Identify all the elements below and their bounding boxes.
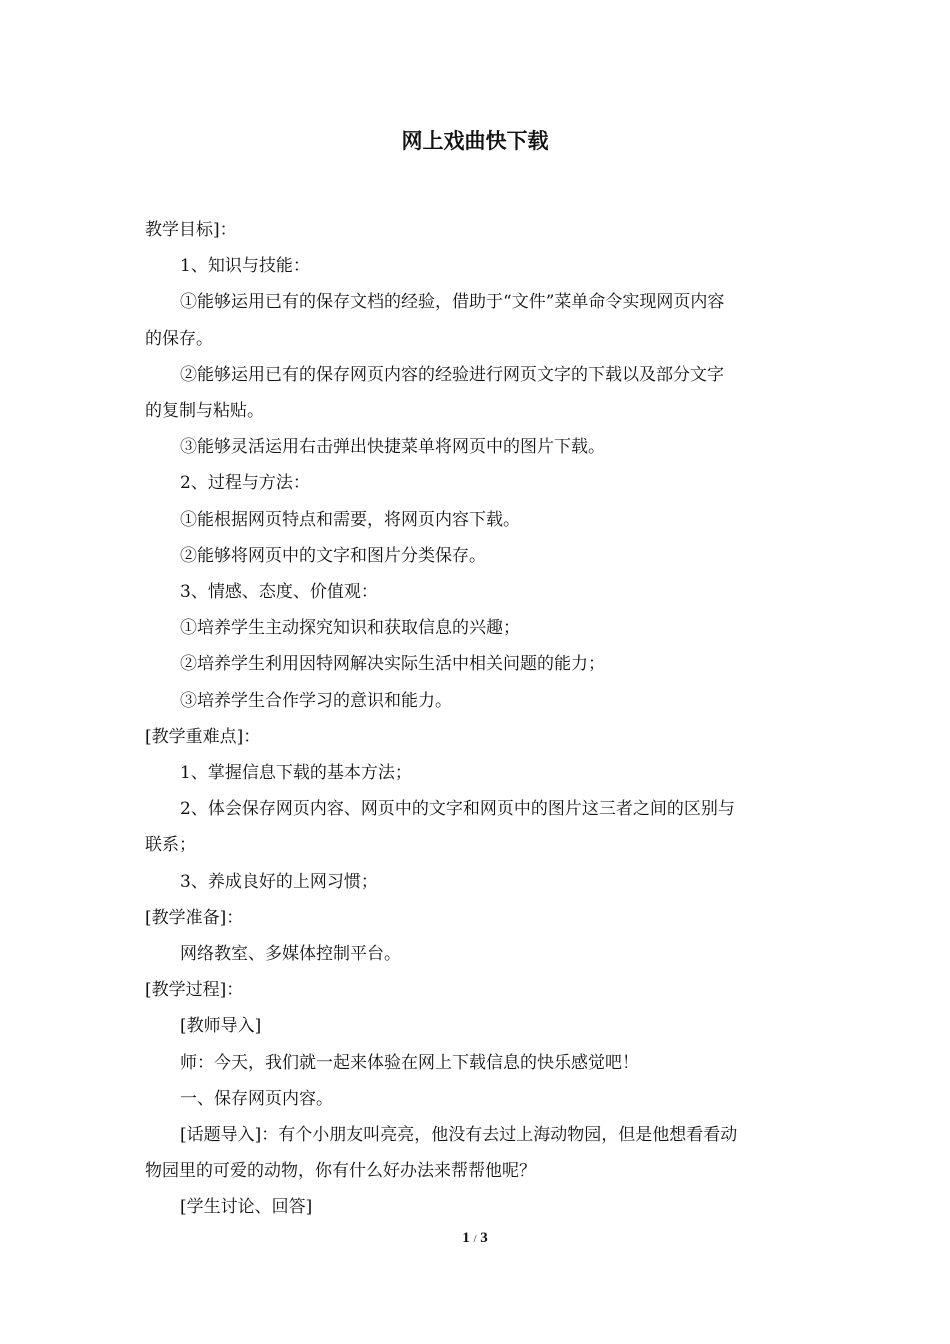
paragraph-line: 2、过程与方法： bbox=[180, 473, 310, 494]
paragraph-line: 网络教室、多媒体控制平台。 bbox=[180, 944, 401, 964]
document-title: 网上戏曲快下载 bbox=[401, 129, 549, 153]
paragraph-line: 1、知识与技能： bbox=[180, 256, 310, 277]
paragraph-line: 一、保存网页内容。 bbox=[180, 1088, 333, 1109]
paragraph-line: 物园里的可爱的动物，你有什么好办法来帮帮他呢？ bbox=[145, 1161, 536, 1182]
page-number bbox=[0, 1226, 950, 1251]
paragraph-line: ①能够运用已有的保存文档的经验，借助于“文件”菜单命令实现网页内容 bbox=[180, 292, 725, 313]
paragraph-line: ②培养学生利用因特网解决实际生活中相关问题的能力； bbox=[180, 654, 605, 675]
paragraph-line: ①培养学生主动探究知识和获取信息的兴趣； bbox=[180, 618, 520, 639]
paragraph-line: [话题导入]：有个小朋友叫亮亮，他没有去过上海动物园，但是他想看看动 bbox=[180, 1125, 738, 1145]
paragraph-line: 2、体会保存网页内容、网页中的文字和网页中的图片这三者之间的区别与 bbox=[180, 799, 735, 820]
paragraph-line: 1、掌握信息下载的基本方法； bbox=[180, 763, 412, 783]
page-total: 3 bbox=[480, 1230, 488, 1246]
page-current: 1 bbox=[462, 1230, 470, 1246]
paragraph-line: ③能够灵活运用右击弹出快捷菜单将网页中的图片下载。 bbox=[180, 437, 605, 458]
paragraph-line: ②能够运用已有的保存网页内容的经验进行网页文字的下载以及部分文字 bbox=[180, 364, 724, 385]
paragraph-line: 教学目标]： bbox=[145, 220, 237, 240]
paragraph-line: [教师导入] bbox=[180, 1016, 262, 1037]
paragraph-line: [教学准备]： bbox=[145, 907, 244, 928]
paragraph-line: 3、养成良好的上网习惯； bbox=[180, 871, 378, 892]
page-separator: / bbox=[473, 1233, 477, 1245]
paragraph-line: ③培养学生合作学习的意识和能力。 bbox=[180, 690, 452, 711]
paragraph-line: 的保存。 bbox=[145, 328, 213, 349]
paragraph-line: 联系； bbox=[145, 835, 196, 856]
paragraph-line: [教学重难点]： bbox=[145, 726, 261, 747]
paragraph-line: ②能够将网页中的文字和图片分类保存。 bbox=[180, 545, 486, 566]
paragraph-line: 师：今天，我们就一起来体验在网上下载信息的快乐感觉吧！ bbox=[180, 1052, 639, 1073]
paragraph-line: [学生讨论、回答] bbox=[180, 1197, 313, 1218]
paragraph-line: ①能根据网页特点和需要，将网页内容下载。 bbox=[180, 509, 520, 530]
paragraph-line: 的复制与粘贴。 bbox=[145, 401, 264, 421]
paragraph-line: [教学过程]： bbox=[145, 980, 244, 1001]
paragraph-line: 3、情感、态度、价值观： bbox=[180, 582, 378, 602]
